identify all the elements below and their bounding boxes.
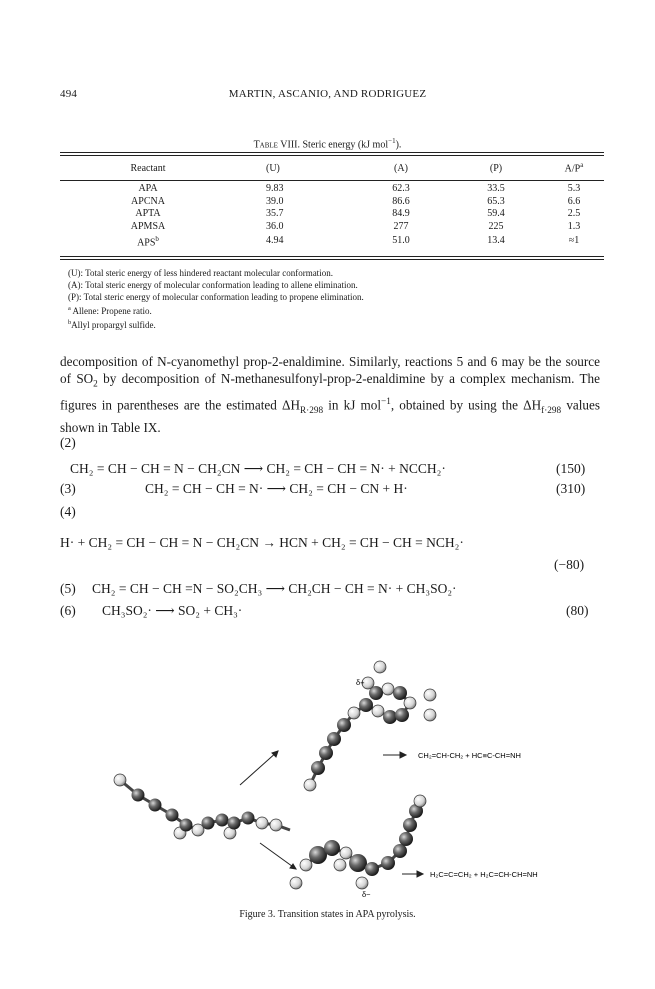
cell-p: 59.4 <box>487 208 505 219</box>
figure-caption: Figure 3. Transition states in APA pyrolysis. <box>239 909 416 920</box>
transition-state-top <box>304 661 436 791</box>
table-note-u: (U): Total steric energy of less hindered reactant molecular conformation. <box>68 268 333 278</box>
cell-u: 39.0 <box>266 195 284 207</box>
table-note-p: (P): Total steric energy of molecular conformation leading to propene elimination. <box>68 292 364 302</box>
atom-c <box>166 809 179 822</box>
cell-u: 9.83 <box>266 183 284 194</box>
equation-3: CH₂ = CH − CH = N· ⟶ CH₂ = CH − CN + H· <box>145 481 408 496</box>
table-footnote-b <box>68 317 364 331</box>
table-header-row <box>60 157 604 179</box>
table-label: Table VIII. <box>253 139 300 151</box>
table-row <box>60 208 604 221</box>
equation-value-6: (80) <box>566 603 589 618</box>
table-row <box>60 233 604 250</box>
transition-state-bottom <box>290 795 426 899</box>
col-header-p: (P) <box>489 162 503 174</box>
equation-value-3: (310) <box>556 481 586 496</box>
transition-state-figure <box>100 655 600 900</box>
footnote-a-mark: a <box>68 305 71 312</box>
cell-ap: 2.5 <box>567 208 581 219</box>
product-arrow-top <box>383 752 406 758</box>
product-arrow-bottom <box>402 871 423 877</box>
cell-reactant-text: APS <box>137 237 156 249</box>
atom-c <box>132 789 145 802</box>
cell-u: 35.7 <box>266 208 284 219</box>
atom-h <box>114 774 126 786</box>
equation-number-3: (3) <box>60 481 76 496</box>
cell-a: 62.3 <box>392 183 410 194</box>
atom-c <box>242 812 255 825</box>
product-bottom: H₂C=C=CH₂ + H₂C=CH-CH=NH <box>430 870 538 879</box>
reaction-arrows <box>240 751 296 869</box>
table-row <box>60 196 604 209</box>
equation-number-5: (5) <box>60 581 76 596</box>
atom-c <box>216 814 229 827</box>
equation-number-2: (2) <box>60 435 76 450</box>
footnote-a-text: Allene: Propene ratio. <box>70 306 152 316</box>
atom-h <box>270 819 282 831</box>
cell-ap: 1.3 <box>567 220 581 232</box>
table-bottom-rule-2 <box>60 259 604 260</box>
reactant-atoms <box>114 774 282 839</box>
footnote-b-text: Allyl propargyl sulfide. <box>71 320 156 330</box>
cell-reactant-footnote: b <box>155 235 159 243</box>
table-caption <box>0 137 655 150</box>
table-top-rule <box>60 152 604 153</box>
table-footnote-a <box>68 303 364 317</box>
page-number: 494 <box>60 88 78 100</box>
table-caption-text: Steric energy (kJ mol <box>302 139 389 151</box>
cell-p: 13.4 <box>487 235 505 247</box>
table-row <box>60 183 604 196</box>
equation-4: H· + CH₂ = CH − CH = N − CH₂CN → HCN + CH₂ = CH − CH = NCH₂· <box>60 535 464 550</box>
atom-c <box>180 819 193 832</box>
cell-ap: 6.6 <box>567 195 581 207</box>
cell-reactant: APCNA <box>131 195 165 207</box>
product-top: CH₂=CH-CH₂ + HC≡C-CH=NH <box>418 751 521 760</box>
delta-minus-label: δ− <box>362 890 371 899</box>
equation-2: CH₂ = CH − CH = N − CH₂CN ⟶ CH₂ = CH − CH = N· + NCCH₂· <box>70 461 446 476</box>
col-header-ap <box>544 157 604 179</box>
table-top-rule-2 <box>60 155 604 156</box>
cell-a: 277 <box>393 220 409 232</box>
cell-reactant: APA <box>138 183 158 194</box>
steric-energy-table <box>60 157 604 250</box>
equation-number-4: (4) <box>60 504 76 519</box>
cell-ap: 5.3 <box>567 183 581 194</box>
atom-h <box>256 817 268 829</box>
col-header-ap-text: A/P <box>564 163 581 175</box>
cell-a: 84.9 <box>392 208 410 219</box>
table-notes <box>68 267 364 331</box>
col-header-a: (A) <box>394 162 408 174</box>
equation-6: CH₃SO₂· ⟶ SO₂ + CH₃· <box>102 603 243 618</box>
table-row <box>60 221 604 234</box>
table-caption-end: ). <box>395 139 402 151</box>
table-caption-exponent: −1 <box>388 137 396 145</box>
cell-reactant <box>60 233 236 250</box>
col-header-reactant: Reactant <box>130 162 166 174</box>
cell-p: 225 <box>488 220 504 232</box>
cell-p: 33.5 <box>487 183 505 194</box>
cell-u: 4.94 <box>266 235 284 247</box>
running-title: MARTIN, ASCANIO, AND RODRIGUEZ <box>228 88 427 100</box>
col-header-ap-footnote: a <box>580 161 584 170</box>
cell-p: 65.3 <box>487 195 505 207</box>
cell-u: 36.0 <box>266 220 284 232</box>
table-note-a: (A): Total steric energy of molecular conformation leading to allene elimination. <box>68 280 358 290</box>
atom-n <box>202 817 215 830</box>
table-bottom-rule <box>60 256 604 257</box>
equation-value-4: (−80) <box>554 557 585 572</box>
equation-value-2: (150) <box>556 461 586 476</box>
col-header-u: (U) <box>266 162 280 174</box>
cell-a: 51.0 <box>392 235 410 247</box>
atom-c <box>228 817 241 830</box>
cell-ap: ≈1 <box>568 235 580 247</box>
cell-a: 86.6 <box>392 195 410 207</box>
cell-reactant: APMSA <box>130 220 166 232</box>
equation-number-6: (6) <box>60 603 76 618</box>
footnote-b-mark: b <box>68 319 72 326</box>
equation-5: CH₂ = CH − CH =N − SO₂CH₃ ⟶ CH₂CH − CH = N· + CH₃SO₂· <box>92 581 457 596</box>
atom-c <box>149 799 162 812</box>
cell-reactant: APTA <box>135 208 161 219</box>
body-paragraph: decomposition of N-cyanomethyl prop-2-enaldimine. Similarly, reactions 5 and 6 may be the source of $SO_2$ by decomposition of N-methanesulfonyl-prop-2-enaldimine by a complex mechanism. The figures in parentheses are the estimated $\Delta H_{R\cdot 298}$ in kJ mol$^{-1}$, obtained by using the $\Delta H_{f\cdot 298}$ values shown in Table IX. <box>60 354 601 435</box>
delta-plus-label: δ+ <box>356 678 365 687</box>
